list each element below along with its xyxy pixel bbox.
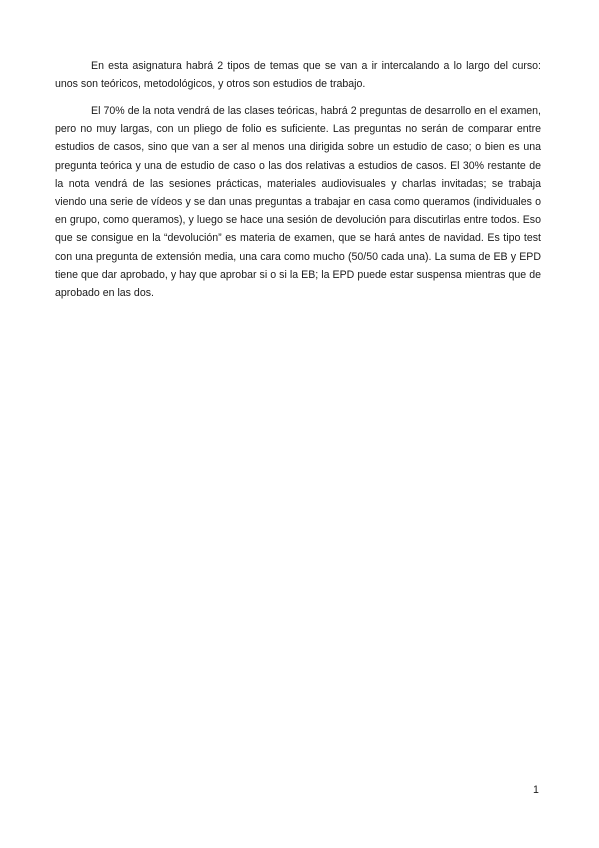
paragraph-evaluation: El 70% de la nota vendrá de las clases teóricas, habrá 2 preguntas de desarrollo en el examen, pero no muy largas, con un pliego de folio es suficiente. Las preguntas no serán de comparar entre estudios de casos, sino que van a ser al menos una dirigida sobre un estudio de caso; o bien es una pregunta teórica y una de estudio de caso o las dos relativas a estudios de casos. El 30% restante de la nota vendrá de las sesiones prácticas, materiales audiovisuales y charlas invitadas; se trabaja viendo una serie de vídeos y se dan unas preguntas a trabajar en casa como queramos (individuales o en grupo, como queramos), y luego se hace una sesión de devolución para discutirlas entre todos. Eso que se consigue en la “devolución” es materia de examen, que se hará antes de navidad. Es tipo test con una pregunta de extensión media, una cara como mucho (50/50 cada una). La suma de EB y EPD tiene que dar aprobado, y hay que aprobar si o si la EB; la EPD puede estar suspensa mientras que de aprobado en las dos. [55,104,541,299]
paragraph-intro: En esta asignatura habrá 2 tipos de temas que se van a ir intercalando a lo largo del curso: unos son teóricos, metodológicos, y otros son estudios de trabajo. [55,60,541,91]
document-body [55,57,541,311]
page-number: 1 [533,784,539,796]
